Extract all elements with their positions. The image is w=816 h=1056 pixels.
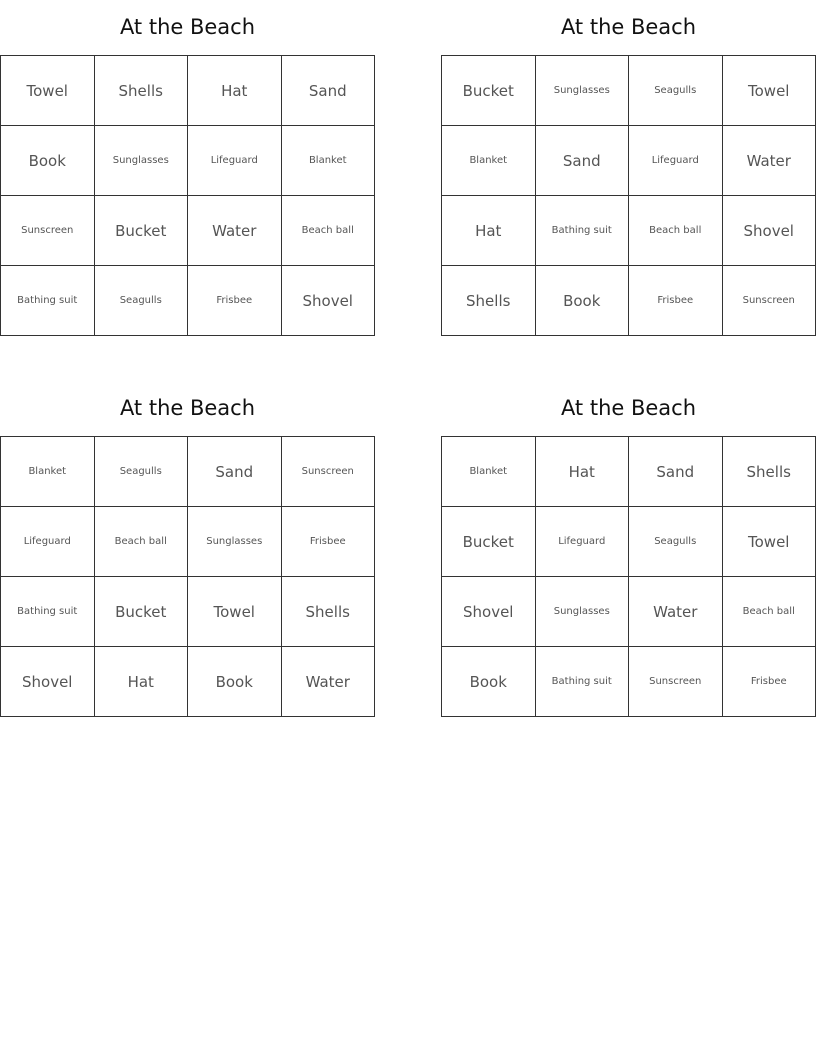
bingo-cell: Bathing suit (535, 196, 629, 266)
bingo-grid (0, 55, 375, 336)
bingo-cell: Shovel (442, 577, 536, 647)
bingo-cell: Sunglasses (535, 577, 629, 647)
bingo-cell: Seagulls (94, 437, 188, 507)
bingo-cell: Towel (1, 56, 95, 126)
grid-row (442, 196, 816, 266)
bingo-cell: Book (1, 126, 95, 196)
bingo-cell: Towel (722, 507, 816, 577)
bingo-cell: Book (442, 647, 536, 717)
bingo-cell: Hat (535, 437, 629, 507)
bingo-cell: Blanket (1, 437, 95, 507)
bingo-cell: Sand (629, 437, 723, 507)
bingo-cell: Sunscreen (722, 266, 816, 336)
bingo-grid (441, 436, 816, 717)
bingo-cell: Bucket (94, 196, 188, 266)
bingo-cell: Shells (442, 266, 536, 336)
grid-row (442, 126, 816, 196)
grid-row (1, 437, 375, 507)
bingo-card-3 (0, 393, 375, 717)
bingo-card-4 (441, 393, 816, 717)
bingo-grid (441, 55, 816, 336)
bingo-cell: Blanket (442, 437, 536, 507)
bingo-card-1 (0, 12, 375, 336)
bingo-cell: Blanket (281, 126, 375, 196)
grid-row (442, 507, 816, 577)
card-title: At the Beach (119, 396, 256, 420)
bingo-cell: Towel (188, 577, 282, 647)
bingo-cell: Towel (722, 56, 816, 126)
bingo-cell: Lifeguard (535, 507, 629, 577)
bingo-cell: Shovel (722, 196, 816, 266)
bingo-cell: Beach ball (722, 577, 816, 647)
bingo-cell: Lifeguard (1, 507, 95, 577)
grid-row (442, 647, 816, 717)
grid-row (442, 56, 816, 126)
bingo-cell: Shells (281, 577, 375, 647)
grid-row (1, 507, 375, 577)
bingo-cell: Sunglasses (535, 56, 629, 126)
bingo-cell: Bucket (94, 577, 188, 647)
bingo-cell: Beach ball (281, 196, 375, 266)
bingo-cell: Shovel (281, 266, 375, 336)
bingo-cell: Sunscreen (1, 196, 95, 266)
grid-row (1, 577, 375, 647)
bingo-cell: Hat (94, 647, 188, 717)
bingo-cell: Beach ball (94, 507, 188, 577)
bingo-cell: Water (281, 647, 375, 717)
bingo-cell: Hat (188, 56, 282, 126)
grid-row (1, 196, 375, 266)
card-title: At the Beach (560, 15, 697, 39)
bingo-cell: Sand (535, 126, 629, 196)
grid-row (442, 266, 816, 336)
grid-row (1, 266, 375, 336)
bingo-cell: Bucket (442, 507, 536, 577)
bingo-cell: Lifeguard (188, 126, 282, 196)
bingo-cell: Sunscreen (629, 647, 723, 717)
card-title: At the Beach (119, 15, 256, 39)
bingo-cell: Sunscreen (281, 437, 375, 507)
grid-row (1, 56, 375, 126)
bingo-cell: Book (535, 266, 629, 336)
bingo-cell: Beach ball (629, 196, 723, 266)
bingo-cell: Seagulls (94, 266, 188, 336)
bingo-cell: Bathing suit (1, 266, 95, 336)
bingo-cell: Blanket (442, 126, 536, 196)
bingo-cell: Bucket (442, 56, 536, 126)
bingo-cell: Hat (442, 196, 536, 266)
bingo-cell: Sand (188, 437, 282, 507)
bingo-cell: Sand (281, 56, 375, 126)
grid-row (442, 437, 816, 507)
bingo-cell: Sunglasses (188, 507, 282, 577)
bingo-cell: Frisbee (629, 266, 723, 336)
bingo-cell: Shells (722, 437, 816, 507)
bingo-cell: Book (188, 647, 282, 717)
bingo-cell: Shovel (1, 647, 95, 717)
bingo-cell: Sunglasses (94, 126, 188, 196)
bingo-cell: Water (722, 126, 816, 196)
bingo-cell: Frisbee (188, 266, 282, 336)
card-title: At the Beach (560, 396, 697, 420)
bingo-grid (0, 436, 375, 717)
bingo-cell: Frisbee (722, 647, 816, 717)
bingo-cell: Seagulls (629, 56, 723, 126)
grid-row (442, 577, 816, 647)
grid-row (1, 647, 375, 717)
bingo-cell: Frisbee (281, 507, 375, 577)
grid-row (1, 126, 375, 196)
bingo-cell: Lifeguard (629, 126, 723, 196)
bingo-cell: Water (188, 196, 282, 266)
bingo-cell: Seagulls (629, 507, 723, 577)
bingo-cell: Shells (94, 56, 188, 126)
bingo-cell: Bathing suit (1, 577, 95, 647)
bingo-cell: Bathing suit (535, 647, 629, 717)
bingo-cell: Water (629, 577, 723, 647)
bingo-card-2 (441, 12, 816, 336)
